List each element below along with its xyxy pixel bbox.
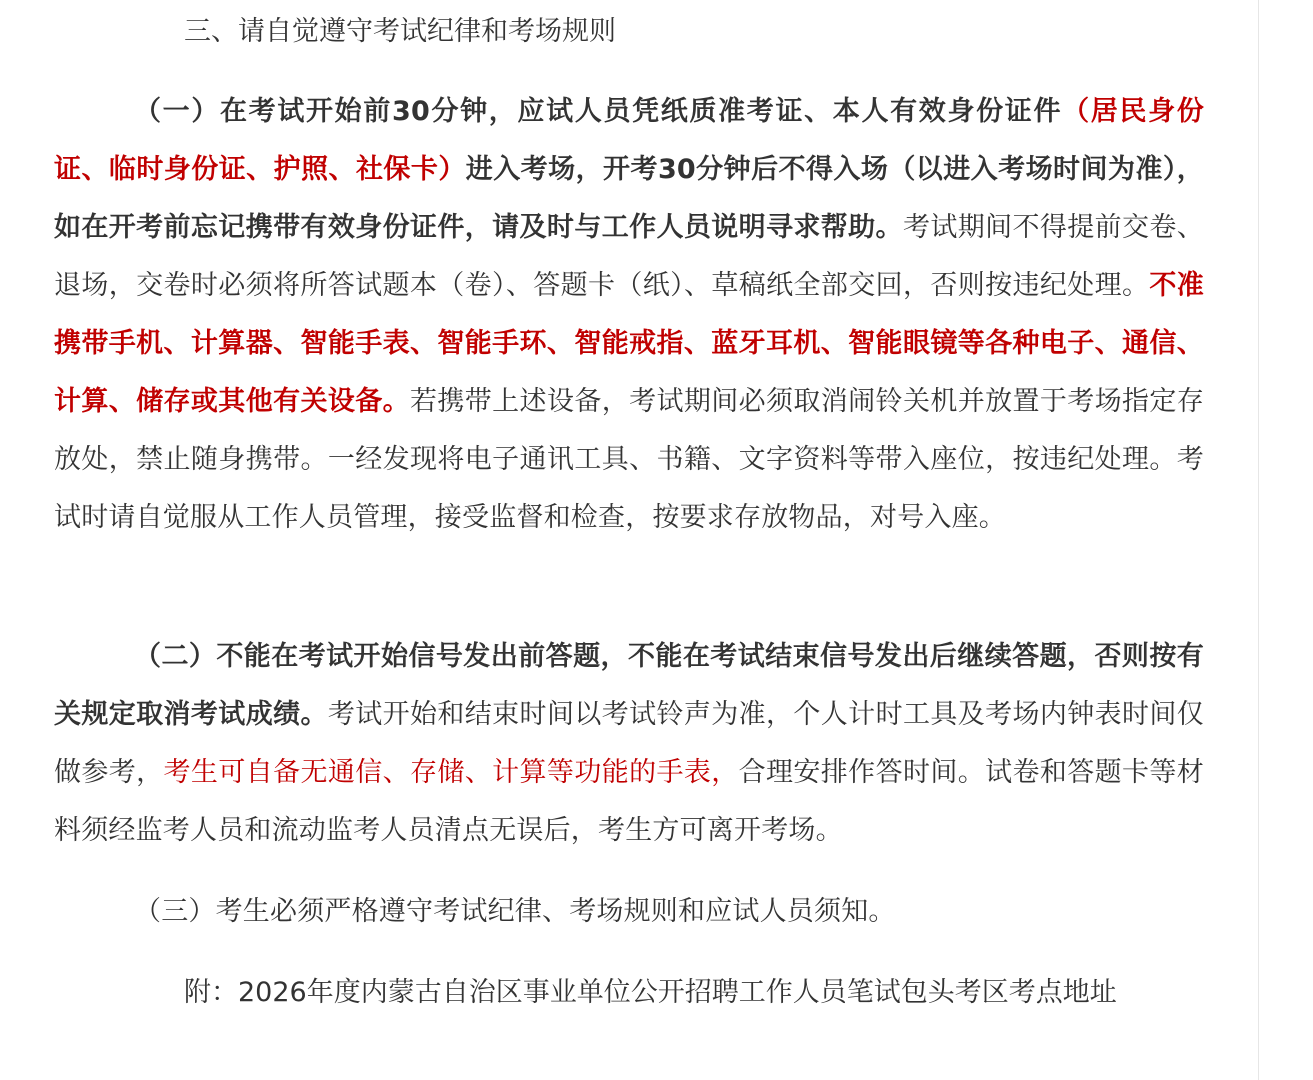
paragraph-rule-2: [54, 628, 1204, 860]
rule-2-answer-timing: （二）不能在考试开始信号发出前答题，不能在考试结束信号发出后继续答题，否则按有关规定取消考试成绩。: [54, 641, 1204, 730]
rule-1-admission-requirement: （一）在考试开始前30分钟，应试人员凭纸质准考证、本人有效身份证件: [134, 96, 1063, 127]
rule-2-bell-standard: 考试开始和结束时间以考试铃声为准，个人计时工具及考场内钟表时间仅做参考，: [54, 699, 1204, 788]
rule-2-leave-procedure: 合理安排作答时间。试卷和答题卡等材料须经监考人员和流动监考人员清点无误后，考生方可离开考场。: [54, 757, 1204, 846]
rule-1-no-early-leave: 考试期间不得提前交卷、退场，交卷时必须将所答试题本（卷）、答题卡（纸）、草稿纸全部交回，否则按违纪处理。: [54, 212, 1205, 301]
rule-2-allowed-watch: 考生可自备无通信、存储、计算等功能的手表，: [163, 757, 739, 788]
section-heading: 三、请自觉遵守考试纪律和考场规则: [184, 16, 616, 47]
rule-1-device-handling: 若携带上述设备，考试期间必须取消闹铃关机并放置于考场指定存放处，禁止随身携带。一经发现将电子通讯工具、书籍、文字资料等带入座位，按违纪处理。考试时请自觉服从工作人员管理，接受监督和检查，按要求存放物品，对号入座。: [54, 386, 1204, 533]
paragraph-rule-3: [54, 883, 1204, 941]
appendix-line: 附：2026年度内蒙古自治区事业单位公开招聘工作人员笔试包头考区考点地址: [184, 977, 1117, 1008]
paragraph-rule-1: [54, 83, 1204, 547]
rule-1-valid-id-types: （居民身份证、临时身份证、护照、社保卡）: [54, 96, 1205, 185]
page-edge-divider: [1258, 0, 1259, 1080]
rule-1-entry-deadline: 进入考场，开考30分钟后不得入场（以进入考场时间为准），如在开考前忘记携带有效身份证件，请及时与工作人员说明寻求帮助。: [54, 154, 1204, 243]
rule-3-compliance: （三）考生必须严格遵守考试纪律、考场规则和应试人员须知。: [134, 896, 896, 927]
rule-1-prohibited-devices: 不准携带手机、计算器、智能手表、智能手环、智能戒指、蓝牙耳机、智能眼镜等各种电子、通信、计算、储存或其他有关设备。: [54, 270, 1204, 417]
